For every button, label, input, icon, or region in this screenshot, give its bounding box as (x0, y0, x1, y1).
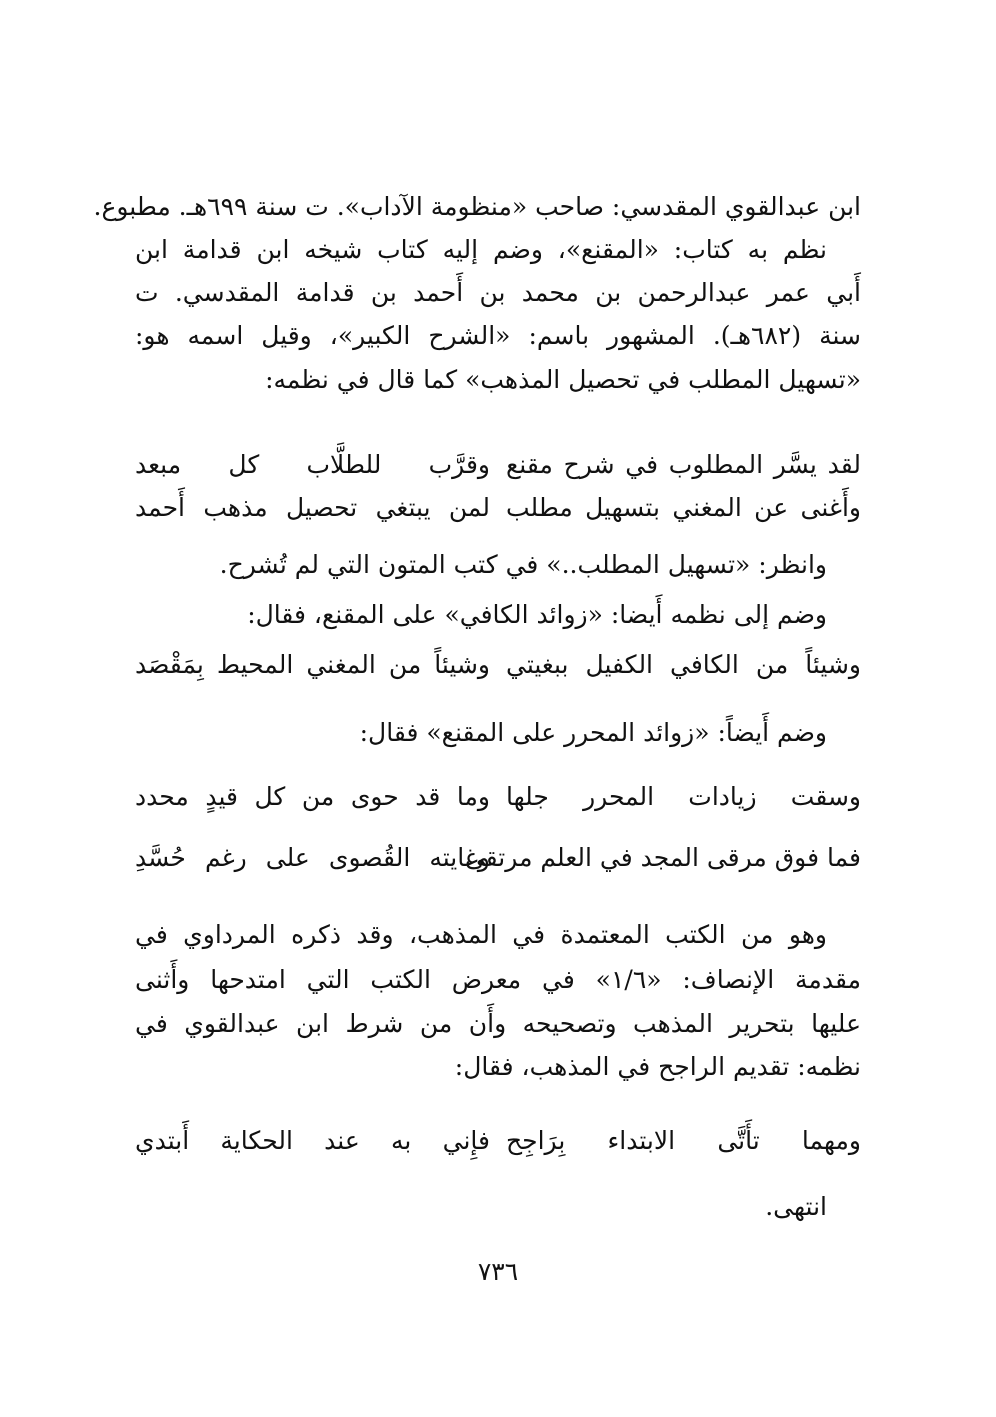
page-number: ٧٣٦ (477, 1257, 519, 1286)
verse-first-hemistich: فما فوق مرقى المجد في العلم مرتقى (464, 843, 861, 872)
text-line: عليها بتحرير المذهب وتصحيحه وأَن من شرط ابن عبدالقوي في (135, 1009, 861, 1038)
text-line: وهو من الكتب المعتمدة في المذهب، وقد ذكره المرداوي في (135, 920, 827, 949)
verse-first-hemistich: وشيئاً من الكافي الكفيل ببغيتي (506, 650, 861, 679)
text-line: ابن عبدالقوي المقدسي: صاحب «منظومة الآداب». ت سنة ٦٩٩هـ. مطبوع. (93, 192, 861, 221)
text-line: أَبي عمر عبدالرحمن بن محمد بن أَحمد بن قدامة المقدسي. ت (135, 278, 861, 307)
verse-second-hemistich: وقرَّب للطلَّاب كل مبعد (135, 450, 490, 479)
text-line: وضم أَيضاً: «زوائد المحرر على المقنع» فقال: (359, 718, 827, 747)
text-line: نظمه: تقديم الراجح في المذهب، فقال: (454, 1052, 861, 1081)
text-line: نظم به كتاب: «المقنع»، وضم إليه كتاب شيخه ابن قدامة ابن (135, 235, 827, 264)
text-line: «تسهيل المطلب في تحصيل المذهب» كما قال في نظمه: (265, 365, 861, 394)
verse-second-hemistich: وغايته القُصوى على رغم حُسَّدِ (135, 843, 490, 872)
verse-first-hemistich: وأَغنى عن المغني بتسهيل مطلب (506, 493, 861, 522)
verse-second-hemistich: فإِني به عند الحكاية أَبتدي (135, 1126, 490, 1155)
verse-first-hemistich: لقد يسَّر المطلوب في شرح مقنع (506, 450, 861, 479)
poem-verse (135, 483, 861, 533)
verse-second-hemistich: وشيئاً من المغني المحيط بِمَقْصَد (135, 650, 490, 679)
text-line: وانظر: «تسهيل المطلب..» في كتب المتون التي لم تُشرح. (219, 550, 827, 579)
poem-verse (135, 772, 861, 822)
verse-first-hemistich: ومهما تأَتَّى الابتداء بِرَاجِح (506, 1126, 861, 1155)
verse-second-hemistich: لمن يبتغي تحصيل مذهب أَحمد (135, 493, 490, 522)
verse-first-hemistich: وسقت زيادات المحرر جلها (506, 782, 861, 811)
text-line: وضم إلى نظمه أَيضا: «زوائد الكافي» على المقنع، فقال: (247, 600, 827, 629)
poem-verse (135, 1116, 861, 1166)
poem-verse (135, 833, 861, 883)
closing-word: انتهى. (765, 1192, 827, 1221)
poem-verse (135, 640, 861, 690)
text-line: سنة (٦٨٢هـ). المشهور باسم: «الشرح الكبير»، وقيل اسمه هو: (135, 321, 861, 350)
verse-second-hemistich: وما قد حوى من كل قيدٍ محدد (135, 782, 490, 811)
text-line: مقدمة الإنصاف: «١/٦» في معرض الكتب التي امتدحها وأَثنى (135, 965, 861, 994)
